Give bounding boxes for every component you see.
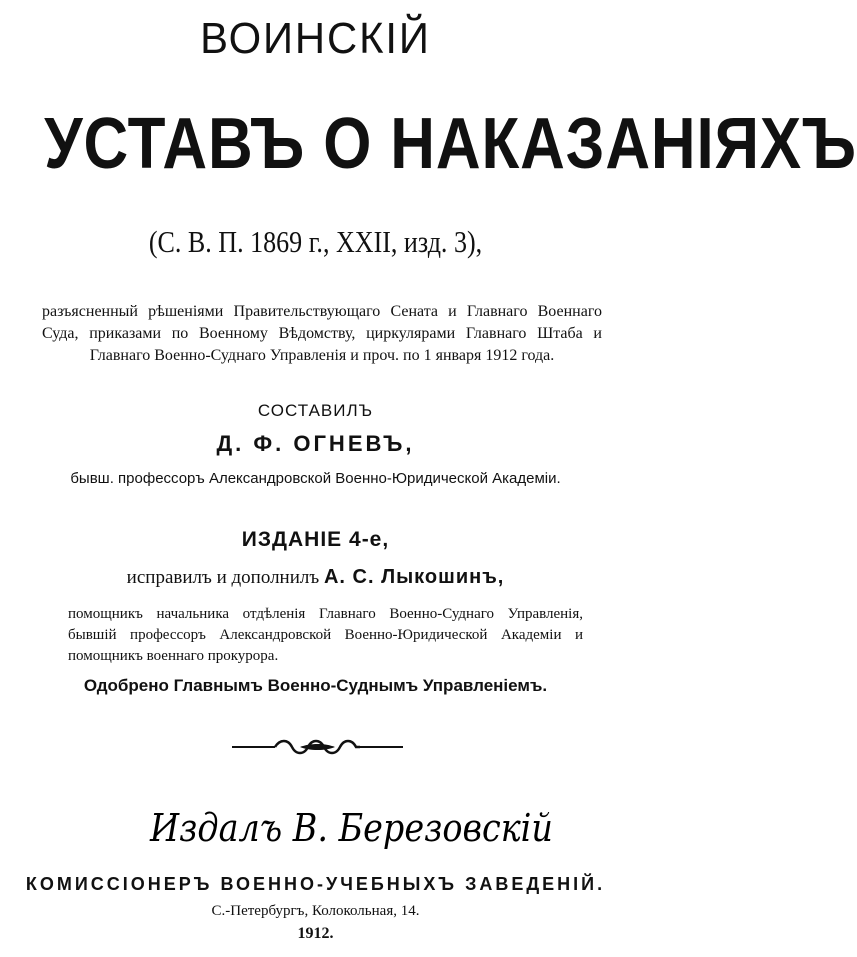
description-paragraph: разъясненный рѣшеніями Правительствующаго Сената и Главнаго Военнаго Суда, приказами по Военному Вѣдомству, циркулярами Главнаго Штаба и Главнаго Военно-Суднаго Управленія и проч. по 1 января 1912 года. (42, 303, 602, 364)
corrected-by-prefix: исправилъ и дополнилъ (126, 567, 320, 588)
corrected-by-line (0, 566, 631, 589)
compiled-by-label: СОСТАВИЛЪ (257, 401, 374, 420)
corrector-name: А. С. Лыкошинъ, (323, 566, 505, 588)
approval-line: Одобрено Главнымъ Военно-Суднымъ Управленіемъ. (83, 676, 548, 695)
publication-year: 1912. (297, 925, 334, 942)
ornament-divider (230, 735, 405, 759)
title-line-1: ВОИНСКІЙ (200, 14, 431, 63)
author-name: Д. Ф. ОГНЕВЪ, (216, 431, 415, 456)
main-title: УСТАВЪ О НАКАЗАНІЯХЪ (44, 104, 857, 184)
publisher-line: КОМИССІОНЕРЪ ВОЕННО-УЧЕБНЫХЪ ЗАВЕДЕНІЙ. (25, 874, 606, 894)
signature-text: Издалъ В. Березовскій (150, 806, 553, 850)
edition-label: ИЗДАНІЕ 4-е, (241, 528, 390, 551)
address-line: С.-Петербургъ, Колокольная, 14. (211, 903, 420, 919)
corrector-description: помощникъ начальника отдѣленія Главнаго Военно-Суднаго Управленія, бывшій профессоръ Александровской Военно-Юридической Академіи и помощникъ военнаго прокурора. (68, 606, 583, 664)
publisher-signature (150, 806, 553, 858)
code-reference: (С. В. П. 1869 г., XXII, изд. 3), (148, 224, 483, 259)
author-description: бывш. профессоръ Александровской Военно-Юридической Академіи. (70, 470, 561, 487)
